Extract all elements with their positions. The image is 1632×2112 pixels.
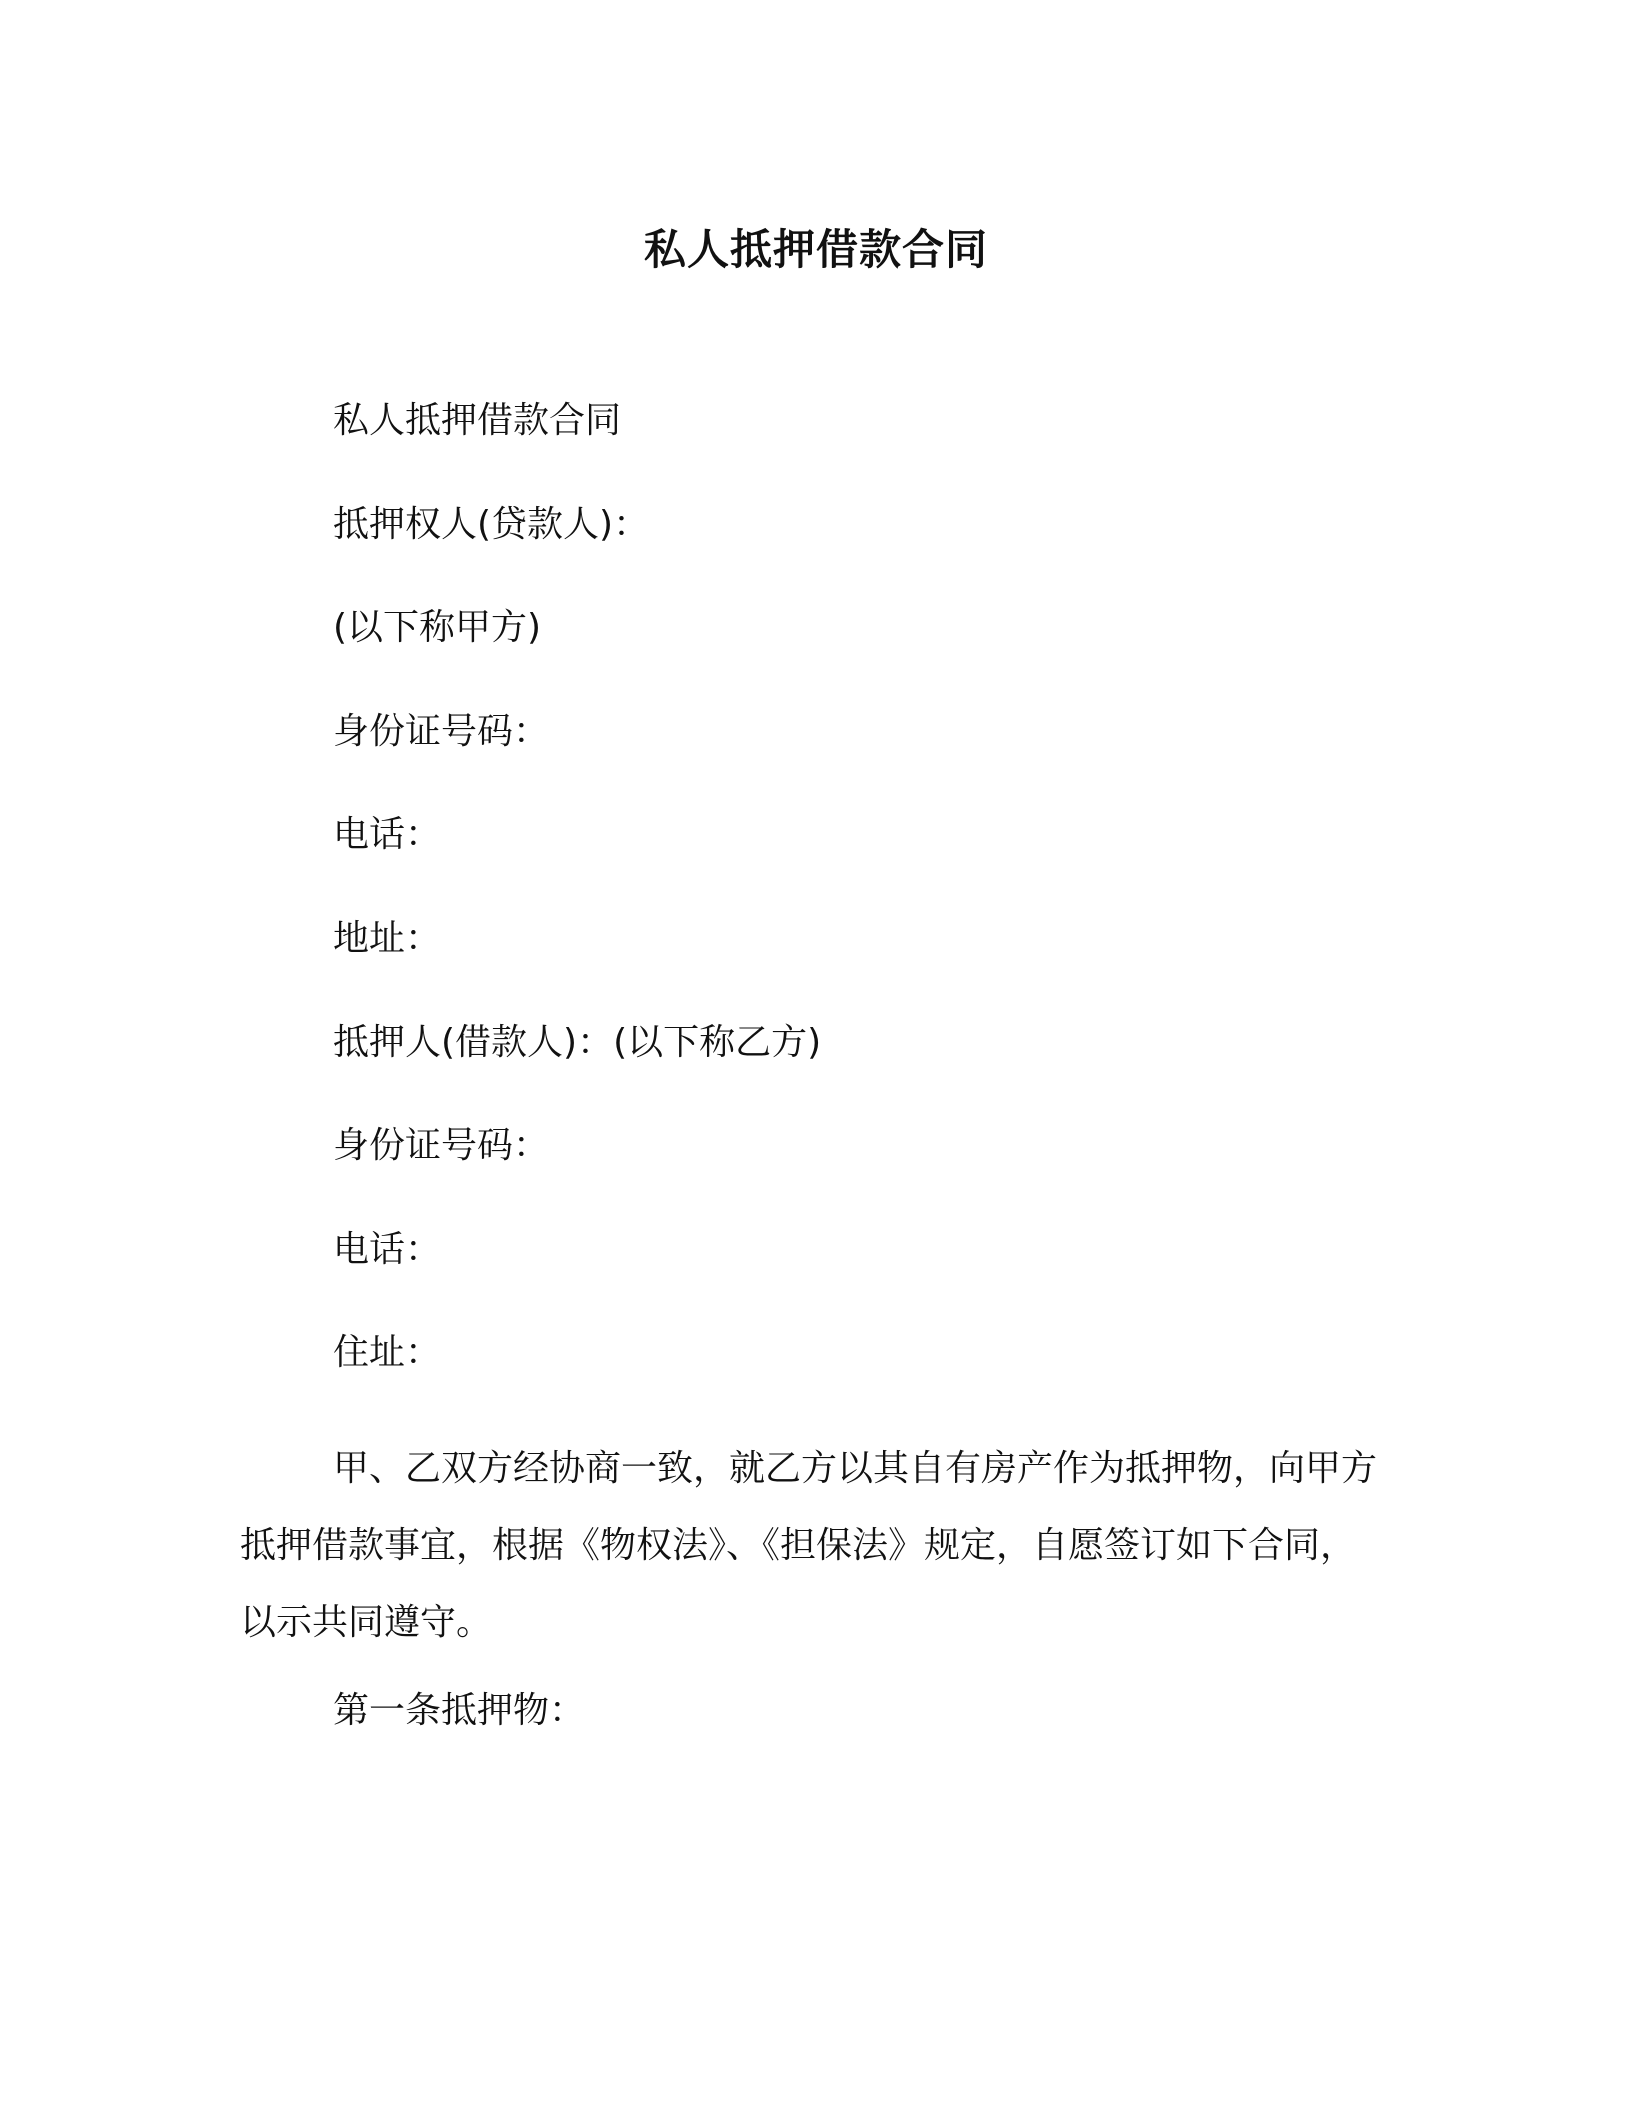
lender-label: 抵押权人(贷款人)：	[333, 504, 650, 545]
borrower-phone-label: 电话：	[333, 1229, 442, 1270]
section-heading-article-1: 第一条抵押物：	[333, 1690, 586, 1731]
lender-id-number-label: 身份证号码：	[333, 711, 550, 752]
borrower-id-number-label: 身份证号码：	[333, 1125, 550, 1166]
lender-phone-label: 电话：	[333, 814, 442, 855]
borrower-label: 抵押人(借款人)：(以下称乙方)	[333, 1022, 822, 1063]
document-title: 私人抵押借款合同	[643, 225, 988, 274]
borrower-address-label: 住址：	[333, 1332, 442, 1373]
lender-address-label: 地址：	[333, 918, 442, 959]
agreement-paragraph: 甲、乙双方经协商一致，就乙方以其自有房产作为抵押物，向甲方抵押借款事宜，根据《物权法》、《担保法》规定，自愿签订如下合同，以示共同遵守。	[240, 1448, 1378, 1643]
party-a-note: (以下称甲方)	[333, 607, 542, 648]
contract-name-line: 私人抵押借款合同	[333, 400, 622, 441]
